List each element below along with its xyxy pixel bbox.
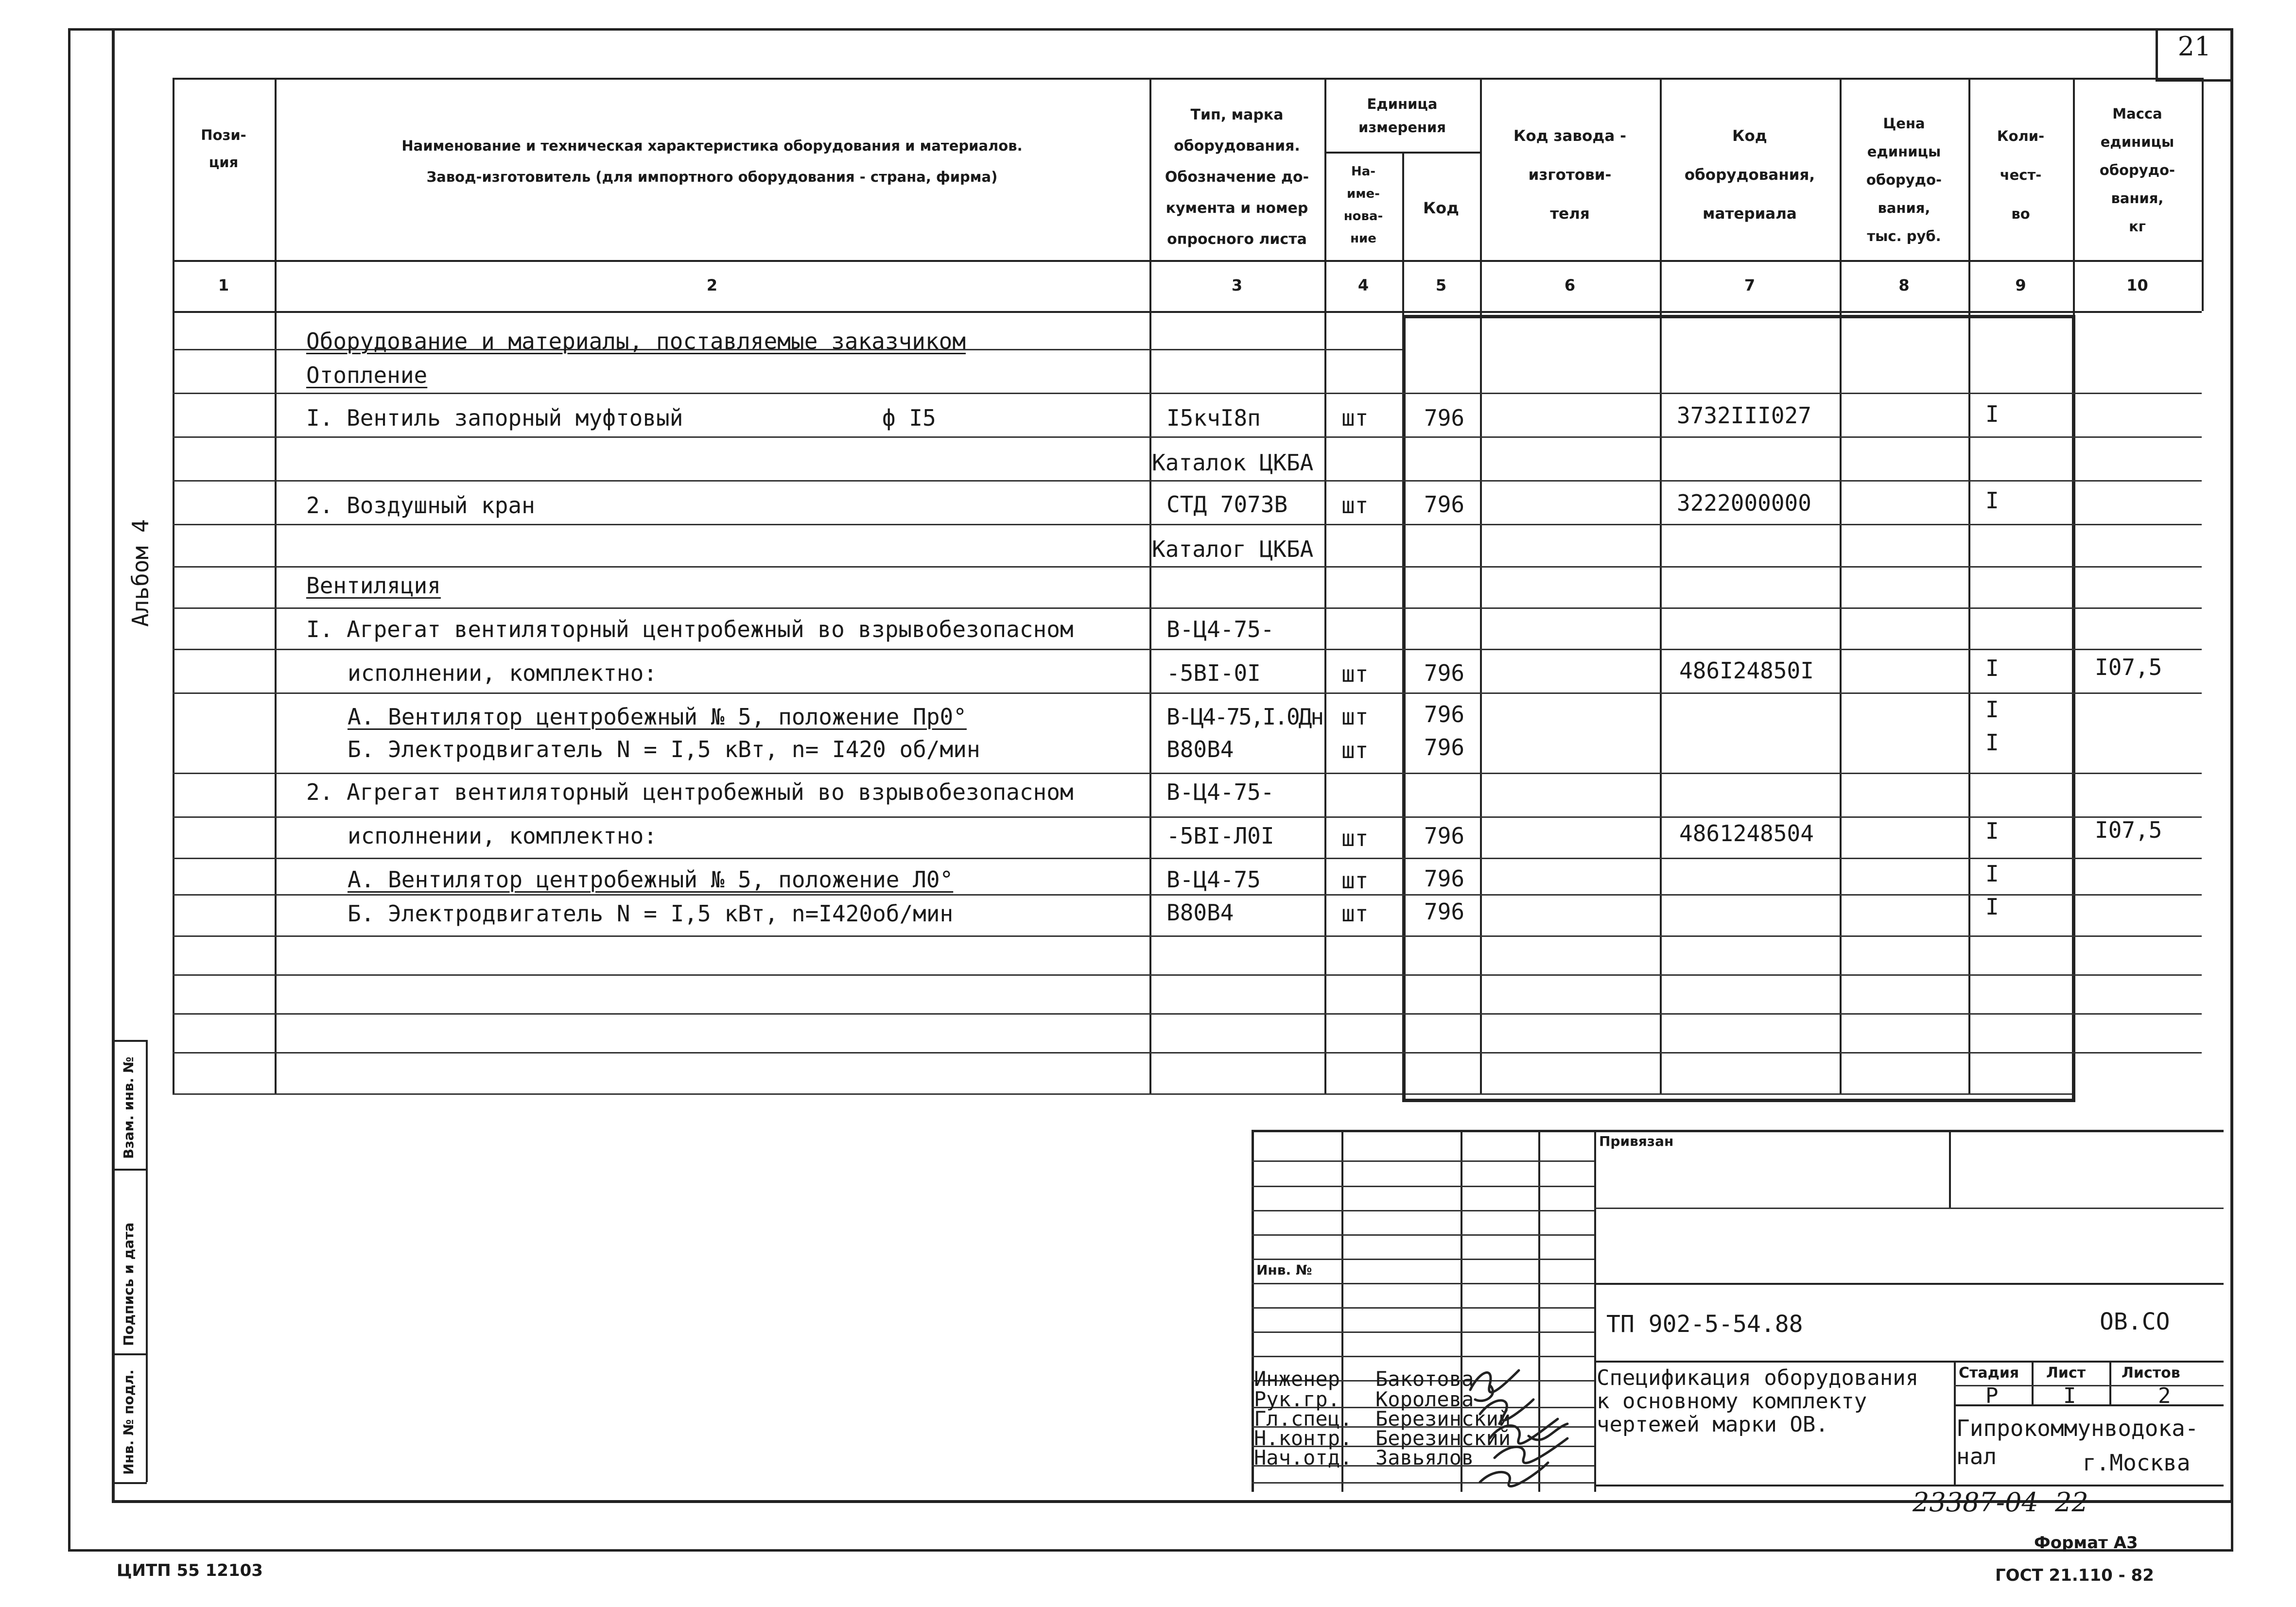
- signer-name: Березинский: [1375, 1407, 1511, 1431]
- row-type: Каталог ЦКБА: [1152, 536, 1314, 562]
- side-stamp-line: [112, 1353, 147, 1355]
- row-name: исполнении, комплектно:: [348, 823, 657, 849]
- row-line: [173, 816, 2202, 818]
- row-type: В-Ц4-75-: [1166, 779, 1274, 805]
- row-name: Б. Электродвигатель N = I,5 кВт, n=I420об/мин: [348, 900, 954, 927]
- row-equip-code: 3222000000: [1677, 490, 1811, 516]
- tb-line: [1594, 1208, 2224, 1209]
- row-line: [173, 858, 2202, 859]
- row-line: [173, 1052, 2202, 1054]
- colnum: 8: [1898, 276, 1910, 294]
- privyazan-label: Привязан: [1599, 1133, 1674, 1149]
- stage-value: Р: [1985, 1383, 1999, 1408]
- row-unit: шт: [1341, 492, 1369, 518]
- row-qty: I: [1985, 729, 1999, 756]
- header-type: Тип, марка оборудования. Обозначение до- кумента и номер опросного листа: [1165, 106, 1309, 248]
- city: г.Москва: [2083, 1450, 2191, 1476]
- role-norm-control: Н.контр.: [1254, 1426, 1353, 1450]
- colnum: 4: [1357, 276, 1369, 294]
- tb-line: [1252, 1259, 1594, 1260]
- colnum: 3: [1231, 276, 1243, 294]
- row-line: [173, 935, 2202, 937]
- row-equip-code: 3732III027: [1677, 402, 1811, 429]
- row-code: 796: [1424, 405, 1465, 431]
- inv-no-label: Инв. №: [1256, 1262, 1312, 1278]
- section-heating: Отопление: [306, 362, 428, 388]
- signer-name: Березинский: [1375, 1426, 1511, 1450]
- row-line: [173, 649, 2202, 650]
- header-unit: Единица измерения: [1358, 96, 1446, 136]
- header-factory-code: Код завода - изготови- теля: [1513, 127, 1626, 223]
- lists-label: Листов: [2122, 1365, 2180, 1382]
- side-stamp-left-edge: [112, 1040, 114, 1482]
- colnum: 7: [1744, 276, 1756, 294]
- side-stamp-divider: [146, 1040, 148, 1482]
- header-unit-name: На- име- нова- ние: [1343, 164, 1383, 246]
- tb-line: [1594, 1485, 2224, 1486]
- row-qty: I: [1985, 696, 1999, 723]
- header-quantity: Коли- чест- во: [1997, 128, 2045, 222]
- tb-line: [2032, 1361, 2034, 1404]
- thick-block-border: [1402, 315, 2075, 1102]
- row-qty: I: [1985, 818, 1999, 844]
- side-stamp-podpis-data: Подпись и дата: [121, 1222, 137, 1346]
- role-group-lead: Рук.гр.: [1254, 1387, 1340, 1411]
- row-line: [173, 393, 2202, 394]
- album-label: Альбом 4: [127, 519, 154, 627]
- row-code: 796: [1424, 823, 1465, 849]
- row-code: 796: [1424, 865, 1465, 892]
- colnum: 2: [706, 276, 718, 294]
- row-code: 796: [1424, 660, 1465, 686]
- row-code: 796: [1424, 491, 1465, 518]
- row-name-extra: ф I5: [882, 405, 936, 431]
- role-dept-head: Нач.отд.: [1254, 1446, 1353, 1469]
- signatures-scribble: [1461, 1351, 1606, 1492]
- citp-label: ЦИТП 55 12103: [117, 1561, 263, 1580]
- row-name: 2. Агрегат вентиляторный центробежный во взрывобезопасном: [306, 779, 1074, 805]
- row-line: [173, 436, 2202, 438]
- row-unit: шт: [1341, 737, 1369, 763]
- section-ventilation: Вентиляция: [306, 572, 441, 599]
- row-name: 2. Воздушный кран: [306, 492, 535, 518]
- row-equip-code: 4861248504: [1679, 820, 1814, 847]
- row-line: [173, 524, 2202, 525]
- row-type: В-Ц4-75: [1166, 866, 1261, 893]
- row-name: I. Агрегат вентиляторный центробежный во взрывобезопасном: [306, 616, 1074, 642]
- tb-line: [1252, 1234, 1594, 1236]
- tb-line: [2109, 1361, 2111, 1404]
- list-label: Лист: [2046, 1365, 2086, 1382]
- role-chief-spec: Гл.спец.: [1254, 1407, 1353, 1431]
- row-qty: I: [1985, 861, 1999, 887]
- signer-name: Королева: [1375, 1387, 1474, 1411]
- role-engineer: Инженер: [1254, 1367, 1340, 1391]
- list-value: I: [2063, 1383, 2076, 1408]
- header-name: Наименование и техническая характеристика оборудования и материалов. Завод-изготовитель (для импортного оборудования - страна, фирма): [401, 138, 1023, 185]
- row-name: Б. Электродвигатель N = I,5 кВт, n= I420 об/мин: [348, 736, 980, 762]
- tb-line: [1949, 1130, 1951, 1208]
- row-type: В-Ц4-75,I.0Дн: [1166, 704, 1323, 730]
- row-type: I5кчI8п: [1166, 405, 1261, 431]
- corner-sheet-number: 21: [2177, 31, 2211, 62]
- row-line: [173, 566, 2202, 568]
- doc-code: ТП 902-5-54.88: [1606, 1311, 1803, 1338]
- table-top-line: [173, 78, 2202, 80]
- lists-value: 2: [2158, 1383, 2171, 1408]
- row-line: [173, 607, 2202, 609]
- row-equip-code: 486I24850I: [1679, 657, 1814, 684]
- side-stamp-line: [112, 1482, 147, 1484]
- sheet-mark: ОВ.СО: [2100, 1308, 2170, 1335]
- row-qty: I: [1985, 487, 1999, 514]
- row-name: исполнении, комплектно:: [348, 660, 657, 686]
- colnum: 10: [2126, 276, 2148, 294]
- header-mass: Масса единицы оборудо- вания, кг: [2099, 105, 2175, 235]
- tb-line: [1252, 1283, 1594, 1284]
- handwritten-reg-number: 23387-04 22: [1913, 1487, 2088, 1518]
- row-type: -5BI-0I: [1166, 660, 1261, 686]
- colnum: 1: [218, 276, 229, 294]
- tb-line: [1252, 1307, 1594, 1309]
- row-code: 796: [1424, 899, 1465, 925]
- row-type: В-Ц4-75-: [1166, 616, 1274, 642]
- side-stamp-line: [112, 1040, 147, 1042]
- tb-line: [1252, 1210, 1594, 1211]
- side-stamp-vzam-inv: Взам. инв. №: [121, 1056, 137, 1159]
- stage-label: Стадия: [1959, 1365, 2019, 1382]
- row-line: [173, 773, 2202, 774]
- row-code: 796: [1424, 734, 1465, 760]
- row-type: В80В4: [1166, 736, 1234, 762]
- row-unit: шт: [1341, 825, 1369, 851]
- row-code: 796: [1424, 701, 1465, 727]
- row-qty: I: [1985, 655, 1999, 681]
- row-qty: I: [1985, 894, 1999, 920]
- format-label: Формат А3: [2034, 1533, 2138, 1553]
- col-line: [173, 78, 174, 1093]
- row-type: СТД 7073В: [1166, 491, 1288, 518]
- row-type: В80В4: [1166, 899, 1234, 926]
- row-unit: шт: [1341, 900, 1369, 927]
- row-type: -5BI-Л0I: [1166, 823, 1274, 849]
- side-stamp-line: [112, 1169, 147, 1171]
- row-unit: шт: [1341, 661, 1369, 687]
- row-line: [173, 692, 2202, 694]
- header-unit-code: Код: [1423, 199, 1459, 217]
- row-type: Каталок ЦКБА: [1152, 449, 1314, 476]
- colnum-bottom-line: [173, 311, 2202, 313]
- tb-line: [1252, 1186, 1594, 1187]
- row-line: [173, 480, 2202, 482]
- section-title: Оборудование и материалы, поставляемые заказчиком: [306, 328, 966, 354]
- colnum: 5: [1435, 276, 1447, 294]
- tb-line: [1252, 1160, 1594, 1162]
- row-unit: шт: [1341, 867, 1369, 894]
- header-bottom-line: [173, 260, 2202, 262]
- row-line: [173, 1013, 2202, 1015]
- header-equipment-code: Код оборудования, материала: [1684, 127, 1815, 223]
- col-line: [275, 78, 277, 1093]
- row-mass: I07,5: [2095, 654, 2162, 680]
- side-stamp-inv-podl: Инв. № подл.: [121, 1369, 137, 1475]
- gost-label: ГОСТ 21.110 - 82: [1995, 1566, 2154, 1585]
- row-unit: шт: [1341, 405, 1369, 431]
- row-unit: шт: [1341, 704, 1369, 730]
- colnum: 6: [1564, 276, 1576, 294]
- row-name: I. Вентиль запорный муфтовый: [306, 405, 683, 431]
- header-price: Цена единицы оборудо- вания, тыс. руб.: [1866, 115, 1942, 244]
- signer-name: Завьялов: [1375, 1446, 1474, 1469]
- doc-description: Спецификация оборудования к основному комплекту чертежей марки ОВ.: [1597, 1365, 1919, 1437]
- col-line: [2202, 78, 2204, 311]
- colnum: 9: [2015, 276, 2026, 294]
- row-name: А. Вентилятор центробежный № 5, положение Пр0°: [348, 704, 967, 730]
- tb-line: [1954, 1361, 1956, 1485]
- row-name: А. Вентилятор центробежный № 5, положение Л0°: [348, 866, 954, 893]
- row-mass: I07,5: [2095, 817, 2162, 843]
- tb-line: [1594, 1361, 2224, 1363]
- tb-line: [1594, 1283, 2224, 1285]
- row-qty: I: [1985, 401, 1999, 427]
- row-line: [173, 974, 2202, 976]
- row-line: [173, 894, 2202, 896]
- organization: Гипрокоммунводока- нал: [1956, 1415, 2199, 1469]
- header-position: Пози- ция: [201, 127, 246, 171]
- tb-line: [1252, 1331, 1594, 1333]
- signer-name: Бакотова: [1375, 1367, 1474, 1391]
